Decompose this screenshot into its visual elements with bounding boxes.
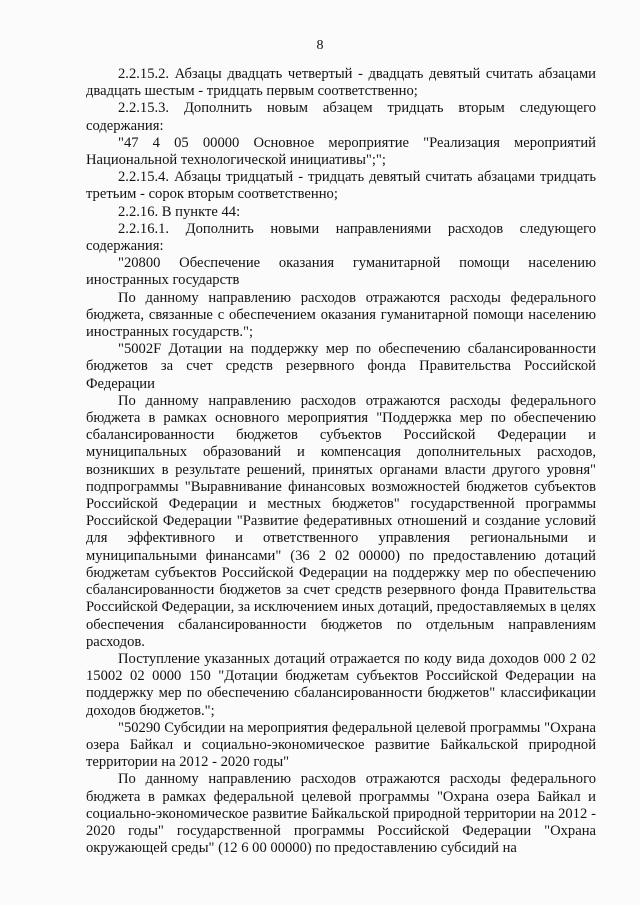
paragraph: "5002F Дотации на поддержку мер по обеспечению сбалансированности бюджетов за счет средств резервного фонда Правительства Российской Федерации [86, 341, 596, 392]
document-body [86, 66, 596, 857]
paragraph: По данному направлению расходов отражаются расходы федерального бюджета в рамках федеральной целевой программы "Охрана озера Байкал и социально-экономическое развитие Байкальской природной территории на 2012 - 2020 годы" государственной программы Российской Федерации "Охрана окружающей среды" (12 6 00 00000) по предоставлению субсидий на [86, 771, 596, 857]
paragraph: "20800 Обеспечение оказания гуманитарной помощи населению иностранных государств [86, 255, 596, 289]
page-number: 8 [316, 38, 324, 53]
paragraph: "50290 Субсидии на мероприятия федеральной целевой программы "Охрана озера Байкал и социально-экономическое развитие Байкальской природной территории на 2012 - 2020 годы" [86, 719, 596, 771]
paragraph: 2.2.15.2. Абзацы двадцать четвертый - двадцать девятый считать абзацами двадцать шестым - тридцать первым соответственно; [86, 66, 596, 100]
paragraph: 2.2.15.3. Дополнить новым абзацем тридцать вторым следующего содержания: [86, 100, 596, 134]
paragraph: 2.2.15.4. Абзацы тридцатый - тридцать девятый считать абзацами тридцать третьим - сорок вторым соответственно; [86, 169, 596, 203]
paragraph: По данному направлению расходов отражаются расходы федерального бюджета в рамках основного мероприятия "Поддержка мер по обеспечению сбалансированности бюджетов субъектов Российской Федерации и муниципальных образований и компенсация дополнительных расходов, возникших в результате решений, принятых органами власти другого уровня" подпрограммы "Выравнивание финансовых возможностей бюджетов субъектов Российской Федерации и местных бюджетов" государственной программы Российской Федерации "Развитие федеративных отношений и создание условий для эффективного и ответственного управления региональными и муниципальными финансами" (36 2 02 00000) по предоставлению дотаций бюджетам субъектов Российской Федерации на поддержку мер по обеспечению сбалансированности бюджетов за счет средств резервного фонда Правительства Российской Федерации, за исключением иных дотаций, предоставляемых в целях обеспечения сбалансированности бюджетов по отдельным направлениям расходов. [86, 392, 596, 650]
paragraph: 2.2.16.1. Дополнить новыми направлениями расходов следующего содержания: [86, 220, 596, 255]
paragraph: Поступление указанных дотаций отражается по коду вида доходов 000 2 02 15002 02 0000 150 "Дотации бюджетам субъектов Российской Федерации на поддержку мер по обеспечению сбалансированности бюджетов" классификации доходов бюджетов."; [86, 650, 596, 719]
paragraph: "47 4 05 00000 Основное мероприятие "Реализация мероприятий Национальной технологической инициативы";"; [86, 134, 596, 169]
paragraph: По данному направлению расходов отражаются расходы федерального бюджета, связанные с обеспечением оказания гуманитарной помощи населению иностранных государств."; [86, 289, 596, 341]
paragraph: 2.2.16. В пункте 44: [118, 203, 241, 220]
